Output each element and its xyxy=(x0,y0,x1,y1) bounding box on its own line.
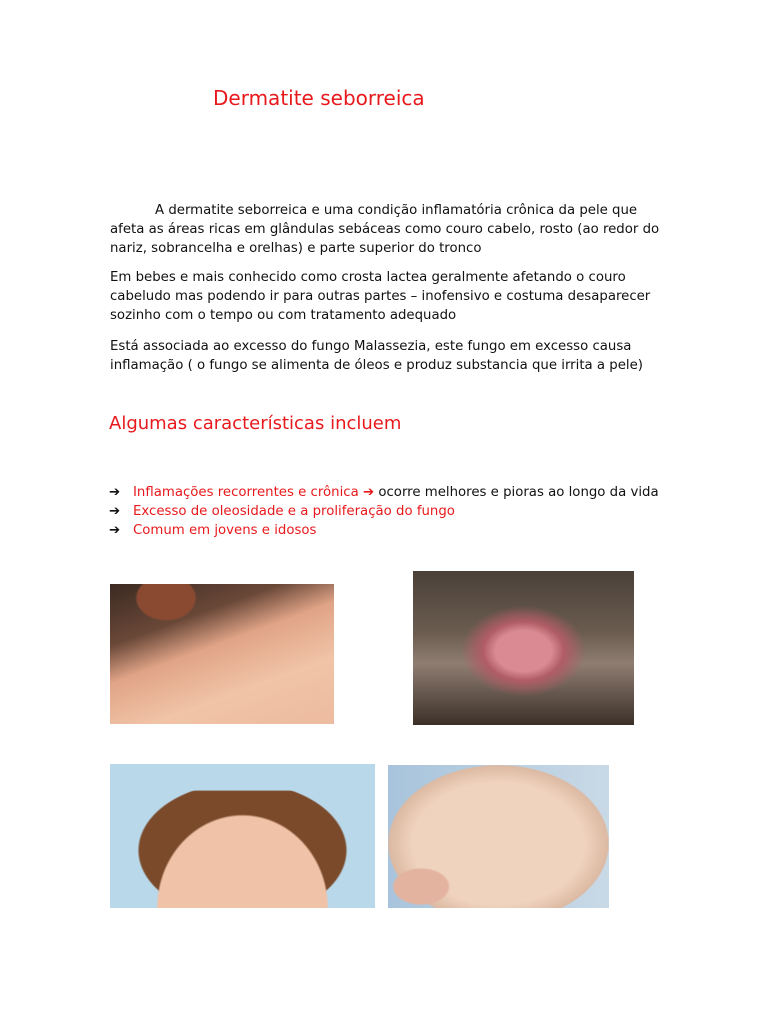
forehead-photo xyxy=(110,764,375,908)
paragraph-cause: Está associada ao excesso do fungo Malassezia, este fungo em excesso causa inflamação ( o fungo se alimenta de óleos e produz substancia que irrita a pele) xyxy=(110,339,643,373)
list-item-highlight: Comum em jovens e idosos xyxy=(133,523,317,538)
characteristics-list xyxy=(109,483,669,540)
arrow-right-icon: ➔ xyxy=(362,485,375,500)
scalp-photo xyxy=(110,584,334,724)
list-item xyxy=(109,521,669,540)
arrow-right-icon: ➔ xyxy=(109,504,121,519)
arrow-right-icon: ➔ xyxy=(109,523,121,538)
paragraph-babies: Em bebes e mais conhecido como crosta lactea geralmente afetando o couro cabeludo mas podendo ir para outras partes – inofensivo e costuma desaparecer sozinho com o tempo ou com tratamento adequado xyxy=(110,270,651,323)
list-item-highlight: Excesso de oleosidade e a proliferação do fungo xyxy=(133,504,455,519)
document-title: Dermatite seborreica xyxy=(213,86,425,110)
list-item xyxy=(109,483,669,502)
paragraph-definition: A dermatite seborreica e uma condição inflamatória crônica da pele que afeta as áreas ricas em glândulas sebáceas como couro cabelo, rosto (ao redor do nariz, sobrancelha e orelhas) e parte superior do tronco xyxy=(110,203,660,256)
baby-scalp-photo xyxy=(388,765,609,908)
list-item xyxy=(109,502,669,521)
list-item-highlight: Inflamações recorrentes e crônica xyxy=(133,485,359,500)
section-heading: Algumas características incluem xyxy=(109,413,402,434)
arrow-right-icon: ➔ xyxy=(109,485,121,500)
beard-photo xyxy=(413,571,634,725)
list-item-detail: ocorre melhores e pioras ao longo da vida xyxy=(378,485,659,500)
